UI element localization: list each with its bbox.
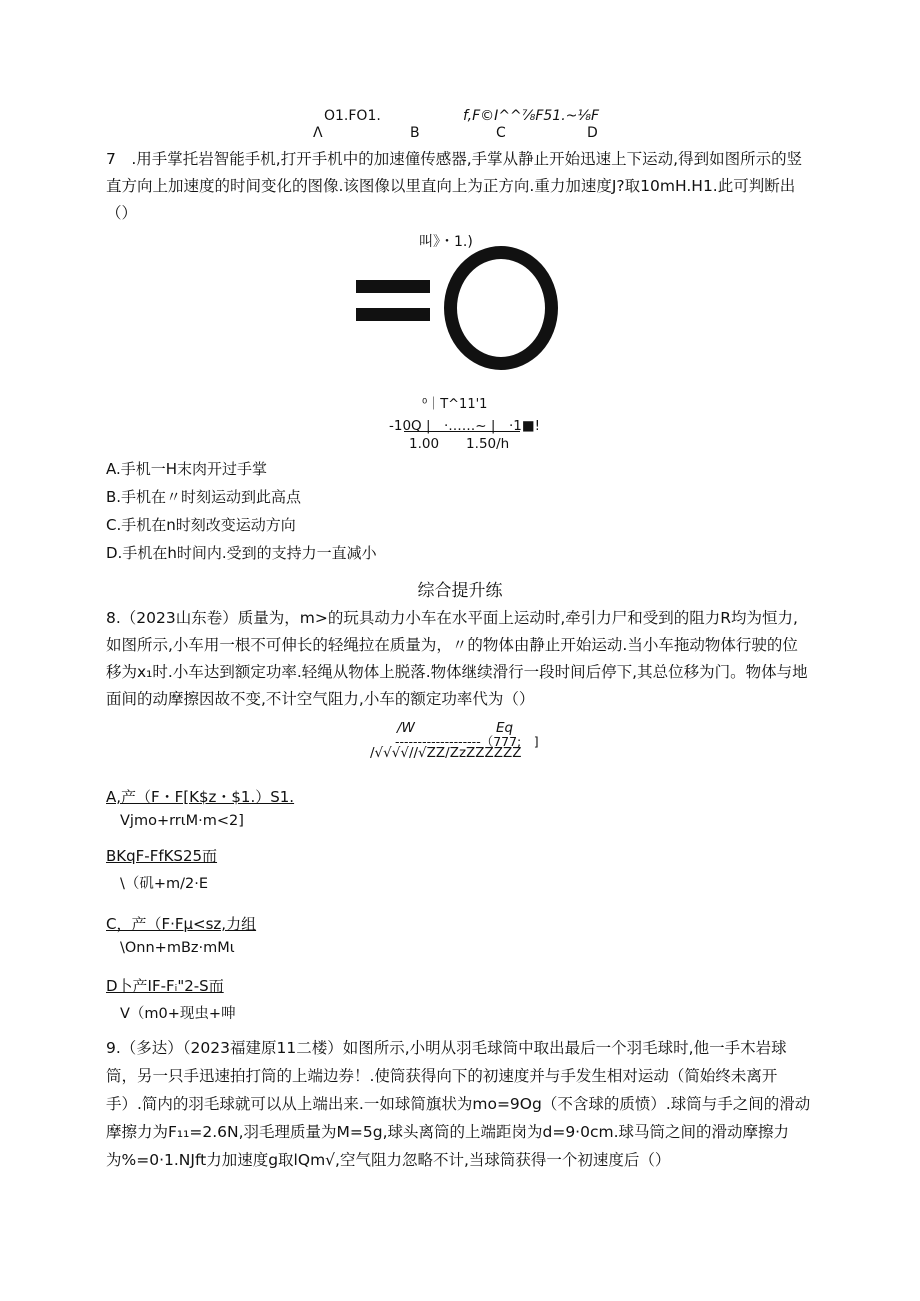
- q8-line: 如图所示,小车用一根不可伸长的轻绳拉在质量为，〃的物体由静止开始运动.当小车拖动物体行驶的位: [106, 636, 798, 654]
- q9-line: 为%=0·1.NJft力加速度g取lQm√,空气阻力忽略不计,当球筒获得一个初速度后（）: [106, 1151, 671, 1169]
- q8-option-b-main: BKqF-FfKS25而: [106, 847, 218, 865]
- section-heading: 综合提升练: [417, 581, 503, 601]
- top-choice-text-a: O1.FO1.: [324, 108, 381, 124]
- q8-option-a-sub: Vjmo+rrιM·m<2]: [120, 813, 244, 829]
- q7-option-c: C.手机在n时刻改变运动方向: [106, 516, 296, 534]
- top-choice-label-a: Λ: [313, 125, 323, 141]
- top-choice-label-b: B: [410, 125, 420, 141]
- question-7-text: [106, 146, 806, 227]
- q8-option-b: [106, 845, 217, 893]
- q8-option-c-sub: \Onn+mBz·mMι: [120, 940, 235, 956]
- q8-figure-label-left: /W: [397, 720, 415, 736]
- q7-option-a: A.手机一H末肉开过手掌: [106, 460, 268, 478]
- q9-line: 筒，另一只手迅速拍打筒的上端边券！.使筒获得向下的初速度并与手发生相对运动（简始终未离开: [106, 1067, 778, 1085]
- q7-figure-top-label: 叫》・1.): [419, 234, 473, 250]
- q8-option-b-sub: \（矶+m/2·E: [120, 876, 209, 892]
- q9-line: 手）.简内的羽毛球就可以从上端出来.一如球简旗状为mo=9Og（不含球的质愤）.球筒与手之间的滑动: [106, 1095, 811, 1113]
- q8-option-c-main: C，产（F·Fμ<sz,力组: [106, 915, 257, 933]
- q7-option-b: B.手机在〃时刻运动到此高点: [106, 488, 302, 506]
- q8-option-d-main: D卜产IF-Fᵢ"2-S而: [106, 977, 224, 995]
- q7-line: 7 .用手掌托岩智能手机,打开手机中的加速僮传感器,手掌从静止开始迅速上下运动,得到如图所示的竖: [106, 150, 803, 168]
- top-choice-label-c: C: [496, 125, 506, 141]
- q8-option-a: [106, 786, 294, 829]
- top-choice-text-b: f,F©I^^⅞F51.~⅛F: [463, 108, 600, 124]
- q7-line: 直方向上加速度的时间变化的图像.该图像以里直向上为正方向.重力加速度J?取10mH.H1.此可判断出: [106, 177, 796, 195]
- q8-line: 移为x₁时.小车达到额定功率.轻绳从物体上脱落.物体继续滑行一段时间后停下,其总位移为门。物体与地: [106, 663, 808, 681]
- q8-figure-ground: /√√√√//√ZZ/ZzZZZZZZ: [370, 745, 522, 761]
- q7-figure-tick-line-2: -10Q | ·……~ | ·1■!: [389, 418, 541, 434]
- q8-option-d: [106, 975, 236, 1023]
- q8-line: 面间的动摩擦因故不变,不计空气阻力,小车的额定功率代为（）: [106, 690, 535, 708]
- q7-option-d: D.手机在h时间内.受到的支持力一直减小: [106, 544, 377, 562]
- q9-line: 摩擦力为F₁₁=2.6N,羽毛理质量为M=5g,球头离筒的上端距岗为d=9·0cm.球马筒之间的滑动摩擦力: [106, 1123, 790, 1141]
- q8-figure-rope-line: -------------------（777; ]: [395, 734, 539, 749]
- question-8-text: [106, 605, 806, 713]
- q7-line: （）: [106, 204, 138, 222]
- q7-figure-tick-line-3: 1.00 1.50/h: [409, 436, 510, 452]
- q7-figure-circle-glyph: [444, 246, 558, 370]
- q8-option-a-main: A,产（F・F[K$z・$1.）S1.: [106, 788, 295, 806]
- q7-figure-equals-glyph: [356, 280, 430, 336]
- q8-figure-label-right: Eq: [496, 720, 514, 736]
- top-choice-label-d: D: [587, 125, 598, 141]
- q9-line: 9.（多达）（2023福建原11二楼）如图所示,小明从羽毛球筒中取出最后一个羽毛球时,他一手木岩球: [106, 1039, 787, 1057]
- q8-line: 8.（2023山东卷）质量为，m>的玩具动力小车在水平面上运动时,牵引力尸和受到的阻力R均为恒力,: [106, 609, 798, 627]
- q8-option-d-sub: V（m0+现虫+呻: [120, 1006, 236, 1022]
- q7-figure-tick-line-1: ⁰｜T^11'1: [422, 397, 488, 412]
- question-9-text: [106, 1034, 811, 1174]
- q8-option-c: [106, 913, 256, 956]
